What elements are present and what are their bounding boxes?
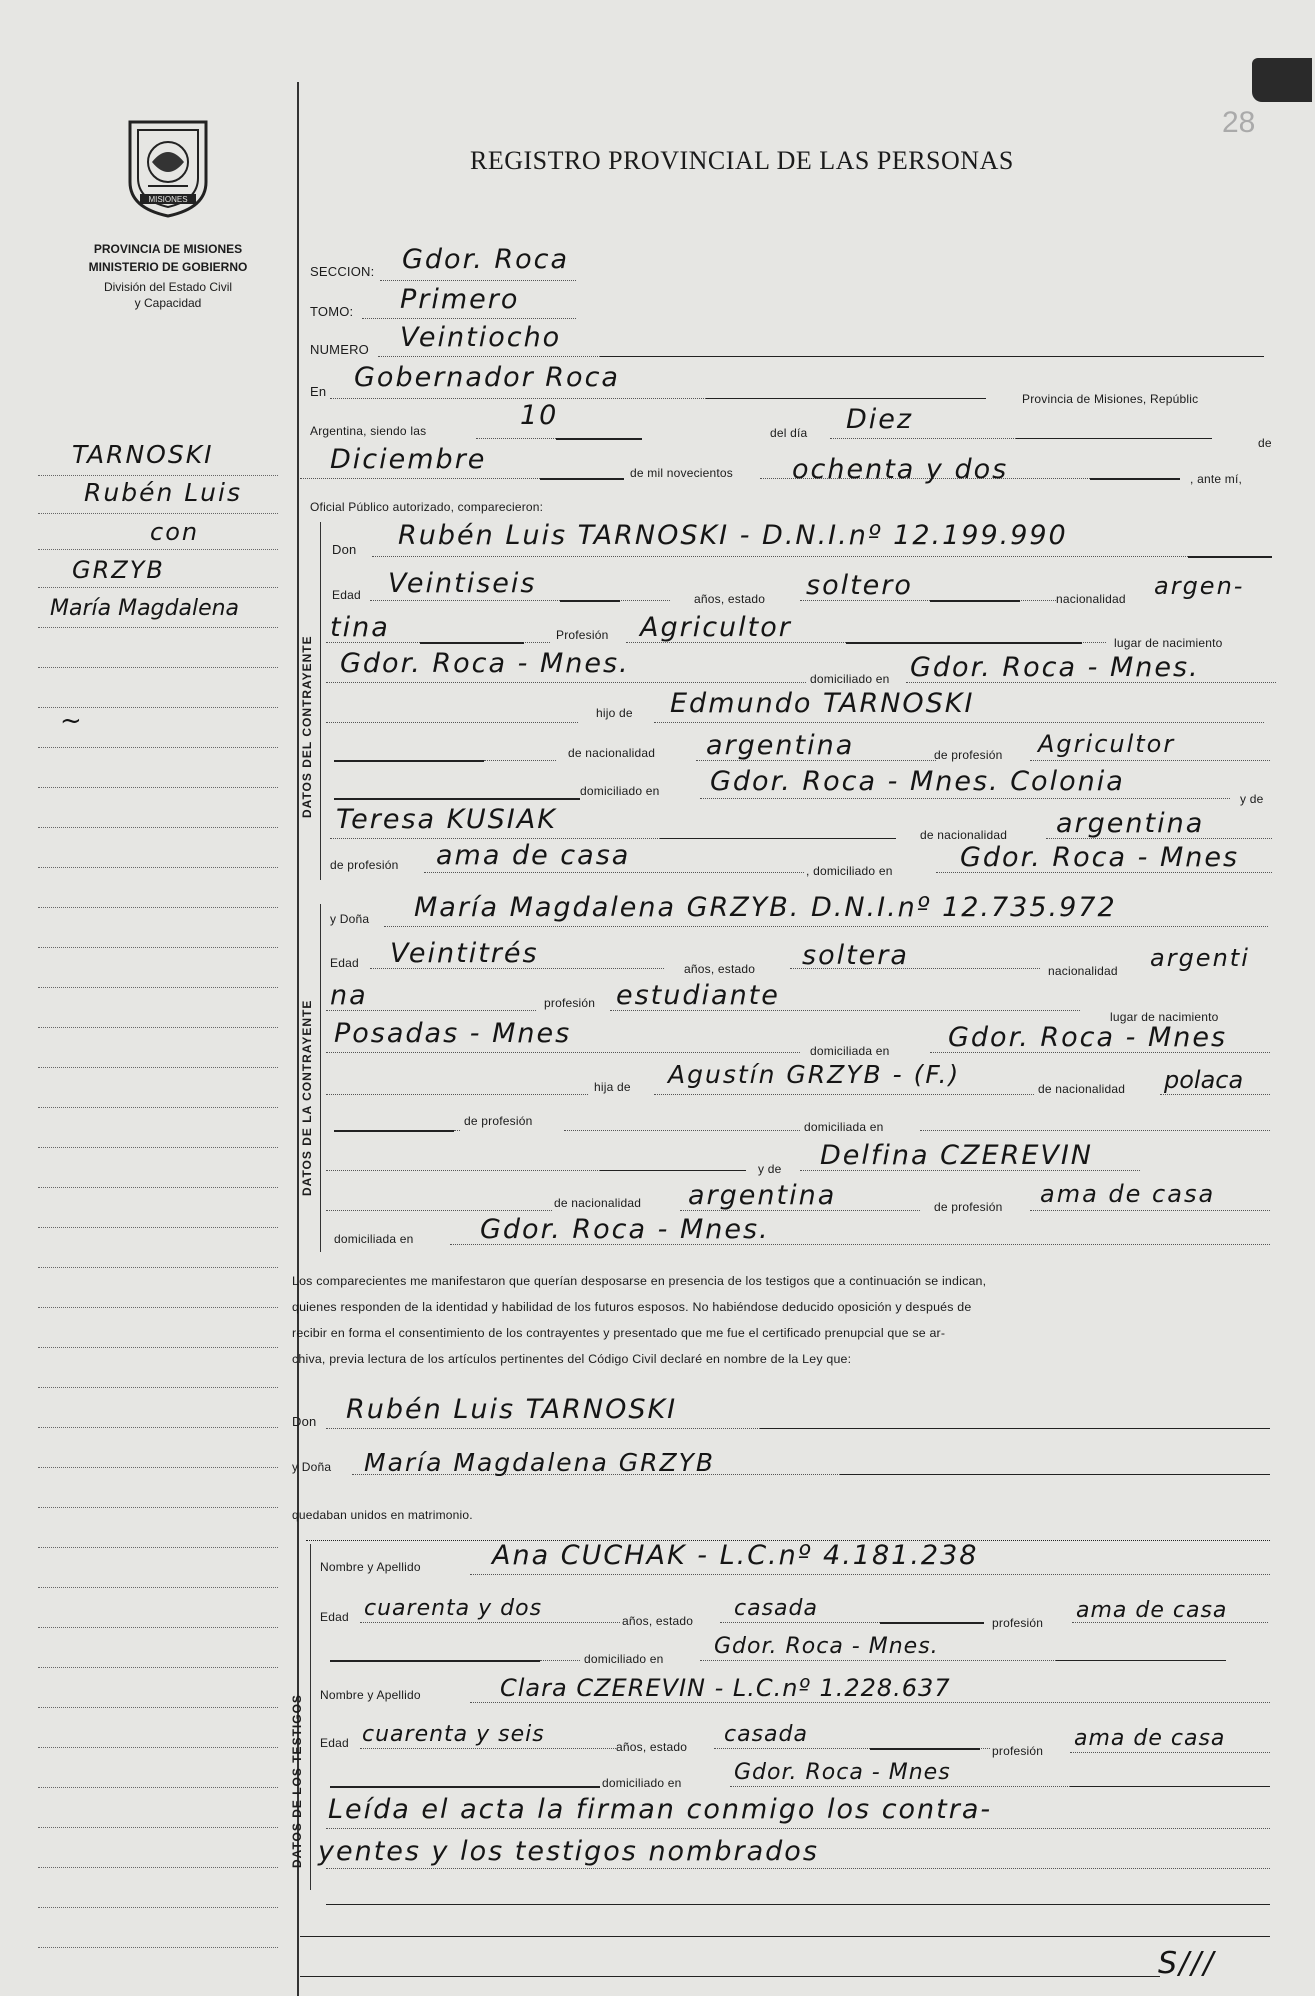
estado-value: soltero <box>806 570 913 601</box>
declaracion-line2: quienes responden de la identidad y habilidad de los futuros esposos. No habiéndose deducido oposición y después de <box>292 1300 972 1314</box>
nacionalidad-label-b: nacionalidad <box>1048 964 1118 978</box>
nacionalidad-b-value-b: na <box>330 980 368 1011</box>
decl-dona-label: y Doña <box>292 1460 332 1474</box>
division-line2: y Capacidad <box>134 296 202 310</box>
domicilio-label: domiciliado en <box>810 672 890 686</box>
anos-label: años, estado <box>694 592 766 606</box>
t2-estado-value: casada <box>724 1722 808 1747</box>
t1-nombre-label: Nombre y Apellido <box>320 1560 421 1574</box>
t2-edad-value: cuarenta y seis <box>362 1722 545 1747</box>
edad-label-b: Edad <box>330 956 359 970</box>
t1-nombre-value: Ana CUCHAK - L.C.nº 4.181.238 <box>492 1540 979 1571</box>
contrayenta-rule <box>320 904 321 1252</box>
margin-name-bride: María Magdalena <box>50 596 240 621</box>
hijo-label: hijo de <box>596 706 633 720</box>
margin-surname-bride: GRZYB <box>72 556 165 584</box>
seccion-label: SECCION: <box>310 264 375 279</box>
nota-line2: yentes y los testigos nombrados <box>318 1836 819 1867</box>
dona-label: y Doña <box>330 912 370 926</box>
t2-dom-value: Gdor. Roca - Mnes <box>734 1760 951 1785</box>
domicilio-label-b: domiciliada en <box>810 1044 890 1058</box>
t2-nombre-value: Clara CZEREVIN - L.C.nº 1.228.637 <box>500 1674 951 1702</box>
svg-text:MISIONES: MISIONES <box>148 195 188 204</box>
anio-value: ochenta y dos <box>792 454 1009 485</box>
y-de-label-b: y de <box>758 1162 782 1176</box>
edad-label: Edad <box>332 588 361 602</box>
madre-prof-value-b: ama de casa <box>1040 1180 1216 1208</box>
contrayente-rule <box>320 522 321 880</box>
page-title: REGISTRO PROVINCIAL DE LAS PERSONAS <box>470 146 1014 175</box>
margin-surname-groom: TARNOSKI <box>72 440 214 469</box>
padre-prof-label-b: de profesión <box>464 1114 533 1128</box>
dia-value: Diez <box>846 404 914 435</box>
lugar-label: lugar de nacimiento <box>1114 636 1223 650</box>
padre-nac-value: argentina <box>706 730 855 761</box>
nacionalidad-a-value: argen- <box>1154 572 1245 600</box>
y-de-label: y de <box>1240 792 1264 806</box>
hija-label: hija de <box>594 1080 631 1094</box>
domicilio-value-b: Gdor. Roca - Mnes <box>948 1022 1228 1053</box>
t2-nombre-label: Nombre y Apellido <box>320 1688 421 1702</box>
decl-don-value: Rubén Luis TARNOSKI <box>346 1394 678 1425</box>
nacionalidad-b-value: tina <box>330 612 390 643</box>
t2-prof-label: profesión <box>992 1744 1044 1758</box>
decl-don-label: Don <box>292 1414 317 1429</box>
padre-dom-label: domiciliado en <box>580 784 660 798</box>
t2-edad-label: Edad <box>320 1736 349 1750</box>
padre-value: Edmundo TARNOSKI <box>670 688 975 719</box>
nacionalidad-a-value-b: argenti <box>1150 944 1250 972</box>
corner-tab <box>1252 58 1312 102</box>
declaracion-line4: chiva, previa lectura de los artículos pertinentes del Código Civil declaré en nombre de la Ley que: <box>292 1352 852 1366</box>
padre-nac-label: de nacionalidad <box>568 746 656 760</box>
en-label: En <box>310 384 327 399</box>
madre-prof-label: de profesión <box>330 858 399 872</box>
edad-value-b: Veintitrés <box>390 938 539 969</box>
t1-dom-label: domiciliado en <box>584 1652 664 1666</box>
tomo-value: Primero <box>400 284 520 315</box>
contrayenta-section-label: DATOS DE LA CONTRAYENTE <box>300 999 314 1196</box>
argentina-text: Argentina, siendo las <box>310 424 427 438</box>
ministry-name: MINISTERIO DE GOBIERNO <box>88 260 248 274</box>
seccion-value: Gdor. Roca <box>402 244 570 275</box>
padre-dom-value: Gdor. Roca - Mnes. Colonia <box>710 766 1125 797</box>
padre-prof-label: de profesión <box>934 748 1003 762</box>
contrayente-section-label: DATOS DEL CONTRAYENTE <box>300 635 314 818</box>
dona-value: María Magdalena GRZYB. D.N.I.nº 12.735.972 <box>414 892 1117 923</box>
madre-nac-value-b: argentina <box>688 1180 837 1211</box>
madre-nac-label: de nacionalidad <box>920 828 1008 842</box>
testigos-rule <box>310 1544 311 1890</box>
lugar-value: Gdor. Roca - Mnes. <box>340 648 630 679</box>
t1-anos-label: años, estado <box>622 1614 694 1628</box>
profesion-label: Profesión <box>556 628 609 642</box>
decl-unidos: quedaban unidos en matrimonio. <box>292 1508 473 1522</box>
padre-value-b: Agustín GRZYB - (F.) <box>668 1060 961 1089</box>
padre-prof-value: Agricultor <box>1038 730 1176 758</box>
lugar-value-b: Posadas - Mnes <box>334 1018 572 1049</box>
padre-nac-label-b: de nacionalidad <box>1038 1082 1126 1096</box>
t1-estado-value: casada <box>734 1596 818 1621</box>
margin-tilde: ~ <box>60 706 84 736</box>
profesion-value: Agricultor <box>640 612 792 643</box>
firma-mark: S/// <box>1158 1946 1216 1981</box>
declaracion-line1: Los comparecientes me manifestaron que querían desposarse en presencia de los testigos que a continuación se indican, <box>292 1274 987 1288</box>
provincial-seal-icon <box>118 112 218 220</box>
madre-value: Teresa KUSIAK <box>336 804 557 835</box>
mil-label: de mil novecientos <box>630 466 733 480</box>
t1-edad-label: Edad <box>320 1610 349 1624</box>
numero-label: NUMERO <box>310 342 369 357</box>
decl-dona-value: María Magdalena GRZYB <box>364 1448 716 1477</box>
t2-dom-label: domiciliado en <box>602 1776 682 1790</box>
t2-prof-value: ama de casa <box>1074 1726 1226 1751</box>
profesion-label-b: profesión <box>544 996 596 1010</box>
madre-value-b: Delfina CZEREVIN <box>820 1140 1094 1171</box>
t1-edad-value: cuarenta y dos <box>364 1596 543 1621</box>
don-label: Don <box>332 542 357 557</box>
estado-value-b: soltera <box>802 940 909 971</box>
madre-dom-value: Gdor. Roca - Mnes <box>960 842 1240 873</box>
page-number: 28 <box>1222 106 1256 139</box>
tomo-label: TOMO: <box>310 304 354 319</box>
madre-nac-label-b: de nacionalidad <box>554 1196 642 1210</box>
domicilio-value: Gdor. Roca - Mnes. <box>910 652 1200 683</box>
anos-label-b: años, estado <box>684 962 756 976</box>
province-name: PROVINCIA DE MISIONES <box>93 242 243 256</box>
t1-prof-label: profesión <box>992 1616 1044 1630</box>
nacionalidad-label: nacionalidad <box>1056 592 1126 606</box>
madre-dom-value-b: Gdor. Roca - Mnes. <box>480 1214 770 1245</box>
padre-nac-value-b: polaca <box>1164 1066 1244 1094</box>
nota-line1: Leída el acta la firman conmigo los contra- <box>328 1794 993 1825</box>
madre-dom-label-b: domiciliada en <box>334 1232 414 1246</box>
don-value: Rubén Luis TARNOSKI - D.N.I.nº 12.199.990 <box>398 520 1068 551</box>
ante-label: , ante mí, <box>1190 472 1243 486</box>
declaracion-line3: recibir en forma el consentimiento de los contrayentes y presentado que me fue el certificado prenupcial que se ar- <box>292 1326 946 1340</box>
hora-value: 10 <box>520 400 559 431</box>
t1-dom-value: Gdor. Roca - Mnes. <box>714 1634 939 1659</box>
madre-nac-value: argentina <box>1056 808 1205 839</box>
mes-value: Diciembre <box>330 444 487 475</box>
madre-prof-label-b: de profesión <box>934 1200 1003 1214</box>
profesion-value-b: estudiante <box>616 980 780 1011</box>
edad-value: Veintiseis <box>388 568 537 599</box>
numero-value: Veintiocho <box>400 322 562 353</box>
provincia-text: Provincia de Misiones, Repúblic <box>1022 392 1199 406</box>
en-value: Gobernador Roca <box>354 362 620 393</box>
t1-prof-value: ama de casa <box>1076 1598 1228 1623</box>
de-label: de <box>1258 436 1272 450</box>
madre-prof-value: ama de casa <box>436 840 631 871</box>
del-dia-label: del día <box>770 426 808 440</box>
t2-anos-label: años, estado <box>616 1740 688 1754</box>
testigos-section-label: DATOS DE LOS TESTIGOS <box>290 1694 304 1868</box>
padre-dom-label-b: domiciliada en <box>804 1120 884 1134</box>
oficial-text: Oficial Público autorizado, comparecieron: <box>310 500 544 514</box>
lugar-label-b: lugar de nacimiento <box>1110 1010 1219 1024</box>
margin-name-groom: Rubén Luis <box>84 478 243 507</box>
division-line1: División del Estado Civil <box>103 280 233 294</box>
madre-dom-label: , domiciliado en <box>806 864 893 878</box>
margin-con: con <box>150 518 200 546</box>
